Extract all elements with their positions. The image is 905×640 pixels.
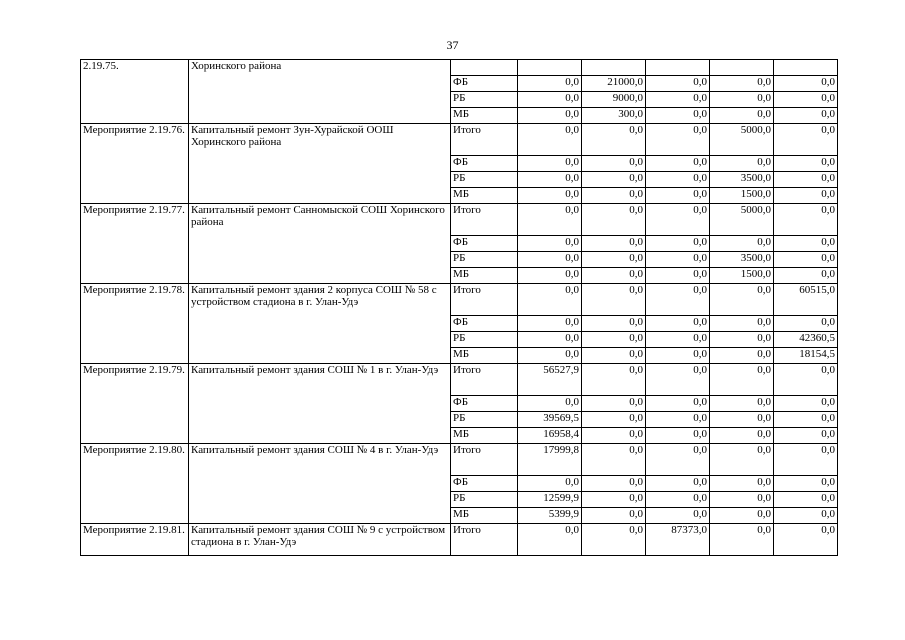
amount-cell: 0,0 (582, 348, 646, 364)
amount-cell: 0,0 (646, 268, 710, 284)
amount-cell: 0,0 (710, 492, 774, 508)
funding-source: ФБ (451, 76, 518, 92)
amount-cell: 39569,5 (518, 412, 582, 428)
amount-cell: 0,0 (710, 108, 774, 124)
amount-cell: 87373,0 (646, 524, 710, 556)
amount-cell: 0,0 (518, 252, 582, 268)
amount-cell: 0,0 (582, 284, 646, 316)
table-row (81, 124, 838, 156)
amount-cell: 0,0 (646, 508, 710, 524)
empty-cell (582, 60, 646, 76)
amount-cell: 5399,9 (518, 508, 582, 524)
funding-source: РБ (451, 332, 518, 348)
event-code: 2.19.75. (81, 60, 189, 124)
amount-cell: 0,0 (710, 332, 774, 348)
amount-cell: 0,0 (710, 284, 774, 316)
amount-cell: 0,0 (774, 108, 838, 124)
amount-cell: 0,0 (774, 172, 838, 188)
empty-cell (518, 60, 582, 76)
amount-cell: 0,0 (774, 204, 838, 236)
amount-cell: 0,0 (582, 508, 646, 524)
empty-cell (451, 60, 518, 76)
amount-cell: 5000,0 (710, 204, 774, 236)
amount-cell: 42360,5 (774, 332, 838, 348)
funding-source: Итого (451, 284, 518, 316)
amount-cell: 0,0 (582, 524, 646, 556)
amount-cell: 0,0 (582, 412, 646, 428)
amount-cell: 0,0 (582, 444, 646, 476)
funding-source: Итого (451, 444, 518, 476)
amount-cell: 1500,0 (710, 268, 774, 284)
amount-cell: 0,0 (646, 92, 710, 108)
amount-cell: 0,0 (774, 76, 838, 92)
amount-cell: 0,0 (646, 348, 710, 364)
amount-cell: 0,0 (710, 92, 774, 108)
amount-cell: 0,0 (710, 428, 774, 444)
amount-cell: 0,0 (774, 428, 838, 444)
amount-cell: 3500,0 (710, 252, 774, 268)
event-name: Капитальный ремонт здания СОШ № 1 в г. Улан-Удэ (189, 364, 451, 444)
funding-source: Итого (451, 204, 518, 236)
amount-cell: 0,0 (646, 76, 710, 92)
amount-cell: 0,0 (710, 364, 774, 396)
amount-cell: 0,0 (646, 156, 710, 172)
amount-cell: 0,0 (710, 412, 774, 428)
amount-cell: 0,0 (774, 252, 838, 268)
amount-cell: 0,0 (582, 124, 646, 156)
table-row (81, 364, 838, 396)
amount-cell: 0,0 (774, 156, 838, 172)
amount-cell: 0,0 (710, 348, 774, 364)
funding-source: ФБ (451, 476, 518, 492)
funding-source: Итого (451, 124, 518, 156)
amount-cell: 0,0 (710, 508, 774, 524)
funding-source: РБ (451, 172, 518, 188)
amount-cell: 0,0 (518, 156, 582, 172)
funding-source: ФБ (451, 316, 518, 332)
amount-cell: 0,0 (518, 476, 582, 492)
funding-source: РБ (451, 492, 518, 508)
funding-source: МБ (451, 268, 518, 284)
amount-cell: 0,0 (646, 332, 710, 348)
amount-cell: 0,0 (582, 364, 646, 396)
amount-cell: 0,0 (582, 316, 646, 332)
amount-cell: 0,0 (774, 492, 838, 508)
amount-cell: 0,0 (646, 124, 710, 156)
amount-cell: 5000,0 (710, 124, 774, 156)
amount-cell: 0,0 (774, 412, 838, 428)
amount-cell: 0,0 (582, 204, 646, 236)
table-row (81, 60, 838, 76)
amount-cell: 0,0 (518, 284, 582, 316)
amount-cell: 21000,0 (582, 76, 646, 92)
amount-cell: 0,0 (582, 492, 646, 508)
amount-cell: 0,0 (774, 508, 838, 524)
amount-cell: 0,0 (774, 124, 838, 156)
amount-cell: 0,0 (518, 396, 582, 412)
amount-cell: 0,0 (646, 236, 710, 252)
amount-cell: 0,0 (518, 124, 582, 156)
amount-cell: 0,0 (646, 444, 710, 476)
amount-cell: 60515,0 (774, 284, 838, 316)
table-row (81, 444, 838, 476)
amount-cell: 0,0 (646, 364, 710, 396)
amount-cell: 0,0 (518, 188, 582, 204)
funding-source: РБ (451, 412, 518, 428)
event-name: Капитальный ремонт здания СОШ № 9 с устройством стадиона в г. Улан-Удэ (189, 524, 451, 556)
amount-cell: 0,0 (582, 476, 646, 492)
amount-cell: 56527,9 (518, 364, 582, 396)
amount-cell: 0,0 (710, 396, 774, 412)
funding-source: РБ (451, 252, 518, 268)
event-code: Мероприятие 2.19.76. (81, 124, 189, 204)
amount-cell: 0,0 (646, 316, 710, 332)
budget-table (80, 59, 838, 556)
event-code: Мероприятие 2.19.77. (81, 204, 189, 284)
funding-source: Итого (451, 364, 518, 396)
event-code: Мероприятие 2.19.79. (81, 364, 189, 444)
amount-cell: 0,0 (646, 108, 710, 124)
amount-cell: 0,0 (582, 236, 646, 252)
amount-cell: 0,0 (646, 252, 710, 268)
amount-cell: 0,0 (774, 316, 838, 332)
funding-source: МБ (451, 428, 518, 444)
amount-cell: 0,0 (774, 396, 838, 412)
amount-cell: 0,0 (582, 188, 646, 204)
amount-cell: 0,0 (518, 524, 582, 556)
amount-cell: 0,0 (774, 188, 838, 204)
event-code: Мероприятие 2.19.78. (81, 284, 189, 364)
amount-cell: 0,0 (518, 204, 582, 236)
amount-cell: 16958,4 (518, 428, 582, 444)
amount-cell: 0,0 (582, 156, 646, 172)
table-row (81, 284, 838, 316)
amount-cell: 0,0 (582, 332, 646, 348)
amount-cell: 0,0 (710, 316, 774, 332)
funding-source: Итого (451, 524, 518, 556)
amount-cell: 0,0 (710, 156, 774, 172)
amount-cell: 0,0 (774, 236, 838, 252)
funding-source: МБ (451, 348, 518, 364)
amount-cell: 0,0 (582, 428, 646, 444)
event-name: Капитальный ремонт здания 2 корпуса СОШ № 58 с устройством стадиона в г. Улан-Удэ (189, 284, 451, 364)
funding-source: ФБ (451, 396, 518, 412)
funding-source: ФБ (451, 236, 518, 252)
amount-cell: 0,0 (646, 492, 710, 508)
amount-cell: 0,0 (582, 252, 646, 268)
amount-cell: 0,0 (518, 92, 582, 108)
amount-cell: 9000,0 (582, 92, 646, 108)
event-code: Мероприятие 2.19.81. (81, 524, 189, 556)
amount-cell: 1500,0 (710, 188, 774, 204)
amount-cell: 0,0 (774, 476, 838, 492)
amount-cell: 0,0 (710, 444, 774, 476)
amount-cell: 0,0 (646, 284, 710, 316)
table-row (81, 524, 838, 556)
amount-cell: 0,0 (774, 268, 838, 284)
amount-cell: 0,0 (710, 524, 774, 556)
amount-cell: 0,0 (774, 364, 838, 396)
funding-source: МБ (451, 108, 518, 124)
amount-cell: 0,0 (518, 236, 582, 252)
amount-cell: 0,0 (646, 204, 710, 236)
funding-source: ФБ (451, 156, 518, 172)
amount-cell: 0,0 (646, 188, 710, 204)
page-number: 37 (446, 38, 459, 52)
empty-cell (646, 60, 710, 76)
amount-cell: 0,0 (646, 396, 710, 412)
amount-cell: 0,0 (646, 172, 710, 188)
empty-cell (774, 60, 838, 76)
amount-cell: 18154,5 (774, 348, 838, 364)
event-name: Капитальный ремонт Зун-Хурайской ООШ Хоринского района (189, 124, 451, 204)
amount-cell: 0,0 (774, 524, 838, 556)
amount-cell: 0,0 (518, 268, 582, 284)
amount-cell: 0,0 (582, 172, 646, 188)
event-code: Мероприятие 2.19.80. (81, 444, 189, 524)
amount-cell: 17999,8 (518, 444, 582, 476)
amount-cell: 0,0 (518, 316, 582, 332)
table-row (81, 204, 838, 236)
amount-cell: 0,0 (710, 476, 774, 492)
empty-cell (710, 60, 774, 76)
amount-cell: 0,0 (710, 236, 774, 252)
amount-cell: 0,0 (518, 332, 582, 348)
funding-source: МБ (451, 508, 518, 524)
amount-cell: 0,0 (582, 268, 646, 284)
amount-cell: 0,0 (646, 476, 710, 492)
amount-cell: 300,0 (582, 108, 646, 124)
event-name: Капитальный ремонт здания СОШ № 4 в г. Улан-Удэ (189, 444, 451, 524)
funding-source: РБ (451, 92, 518, 108)
event-name: Капитальный ремонт Санномыской СОШ Хоринского района (189, 204, 451, 284)
amount-cell: 0,0 (518, 348, 582, 364)
amount-cell: 0,0 (710, 76, 774, 92)
amount-cell: 12599,9 (518, 492, 582, 508)
event-name: Хоринского района (189, 60, 451, 124)
amount-cell: 0,0 (518, 76, 582, 92)
funding-source: МБ (451, 188, 518, 204)
amount-cell: 0,0 (774, 92, 838, 108)
amount-cell: 0,0 (518, 172, 582, 188)
amount-cell: 0,0 (518, 108, 582, 124)
amount-cell: 3500,0 (710, 172, 774, 188)
amount-cell: 0,0 (774, 444, 838, 476)
amount-cell: 0,0 (646, 412, 710, 428)
amount-cell: 0,0 (646, 428, 710, 444)
amount-cell: 0,0 (582, 396, 646, 412)
